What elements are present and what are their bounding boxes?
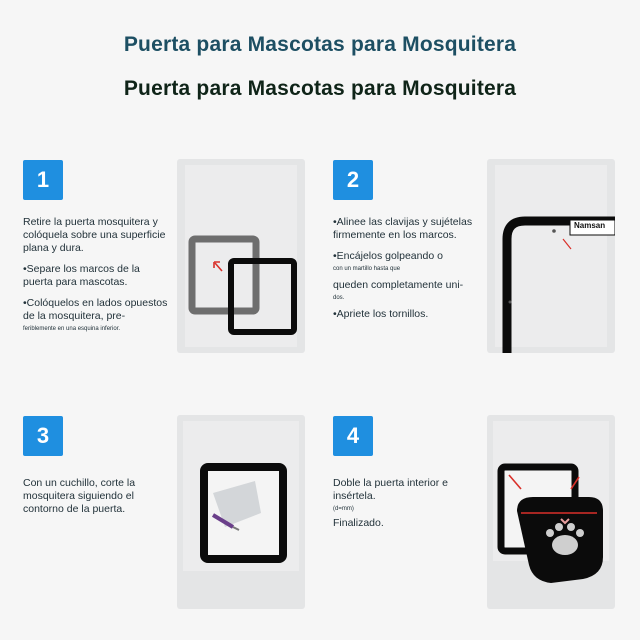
step-2-line-3: queden completamente uni-: [333, 279, 464, 291]
step-2-line-4: •Apriete los tornillos.: [333, 308, 429, 320]
step-2-illustration: [487, 159, 615, 353]
step-1-arrow: [215, 263, 222, 271]
step-1-badge: 1: [23, 160, 63, 200]
step-2-arrow: [563, 239, 571, 249]
step-2-frame-svg: [487, 159, 615, 353]
step-4-line-2: Finalizado.: [333, 517, 384, 529]
step-4-badge: 4: [333, 416, 373, 456]
step-4-insert-svg: [487, 415, 615, 609]
step-4-line-1: Doble la puerta interior e insértela.: [333, 477, 448, 502]
step-4-illustration: [487, 415, 615, 609]
step-1-small-note: feriblemente en una esquina inferior.: [23, 326, 121, 332]
step-2-frame-corner: [507, 221, 615, 353]
step-2-badge: 2: [333, 160, 373, 200]
step-1-black-frame: [231, 261, 294, 332]
step-4-paw-toe-1: [546, 529, 554, 537]
step-1-text: [23, 216, 171, 333]
step-1-illustration: [177, 159, 305, 353]
step-1-frames-svg: [177, 159, 305, 353]
step-4-text: [333, 477, 473, 530]
step-4-paw-toe-4: [576, 529, 584, 537]
step-3-badge: 3: [23, 416, 63, 456]
step-3-illustration: [177, 415, 305, 609]
page-subtitle: Puerta para Mascotas para Mosquitera: [123, 77, 517, 100]
step-2-line-2: •Encájelos golpeando o: [333, 250, 443, 262]
step-2-small-note-a: con un martillo hasta que: [333, 266, 401, 272]
step-3-text: [23, 477, 163, 516]
step-4-paw-pad: [552, 535, 578, 555]
step-1-line-2: •Separe los marcos de la puerta para mascotas.: [23, 263, 140, 288]
step-4-small-note: (d=mm): [333, 506, 354, 512]
step-1-grey-frame: [192, 239, 256, 311]
step-2-peg-top: [552, 229, 556, 233]
step-2-text: [333, 216, 478, 321]
step-2-peg-side: [509, 301, 512, 304]
page-title: Puerta para Mascotas para Mosquitera: [123, 33, 517, 56]
step-4-paw-toe-2: [555, 523, 563, 531]
step-3-cut-svg: [177, 415, 305, 609]
step-4-paw-toe-3: [567, 523, 575, 531]
step-1-line-3: •Colóquelos en lados opuestos de la mosquitera, pre-: [23, 297, 168, 322]
step-2-line-1: •Alinee las clavijas y sujételas firmemente en los marcos.: [333, 216, 473, 241]
step-3-line-1: Con un cuchillo, corte la mosquitera siguiendo el contorno de la puerta.: [23, 477, 136, 515]
step-2-small-note-b: dos.: [333, 295, 345, 301]
step-1-line-1: Retire la puerta mosquitera y colóquela sobre una superficie plana y dura.: [23, 216, 166, 254]
step-2-brand-label: Namsan: [574, 221, 606, 230]
